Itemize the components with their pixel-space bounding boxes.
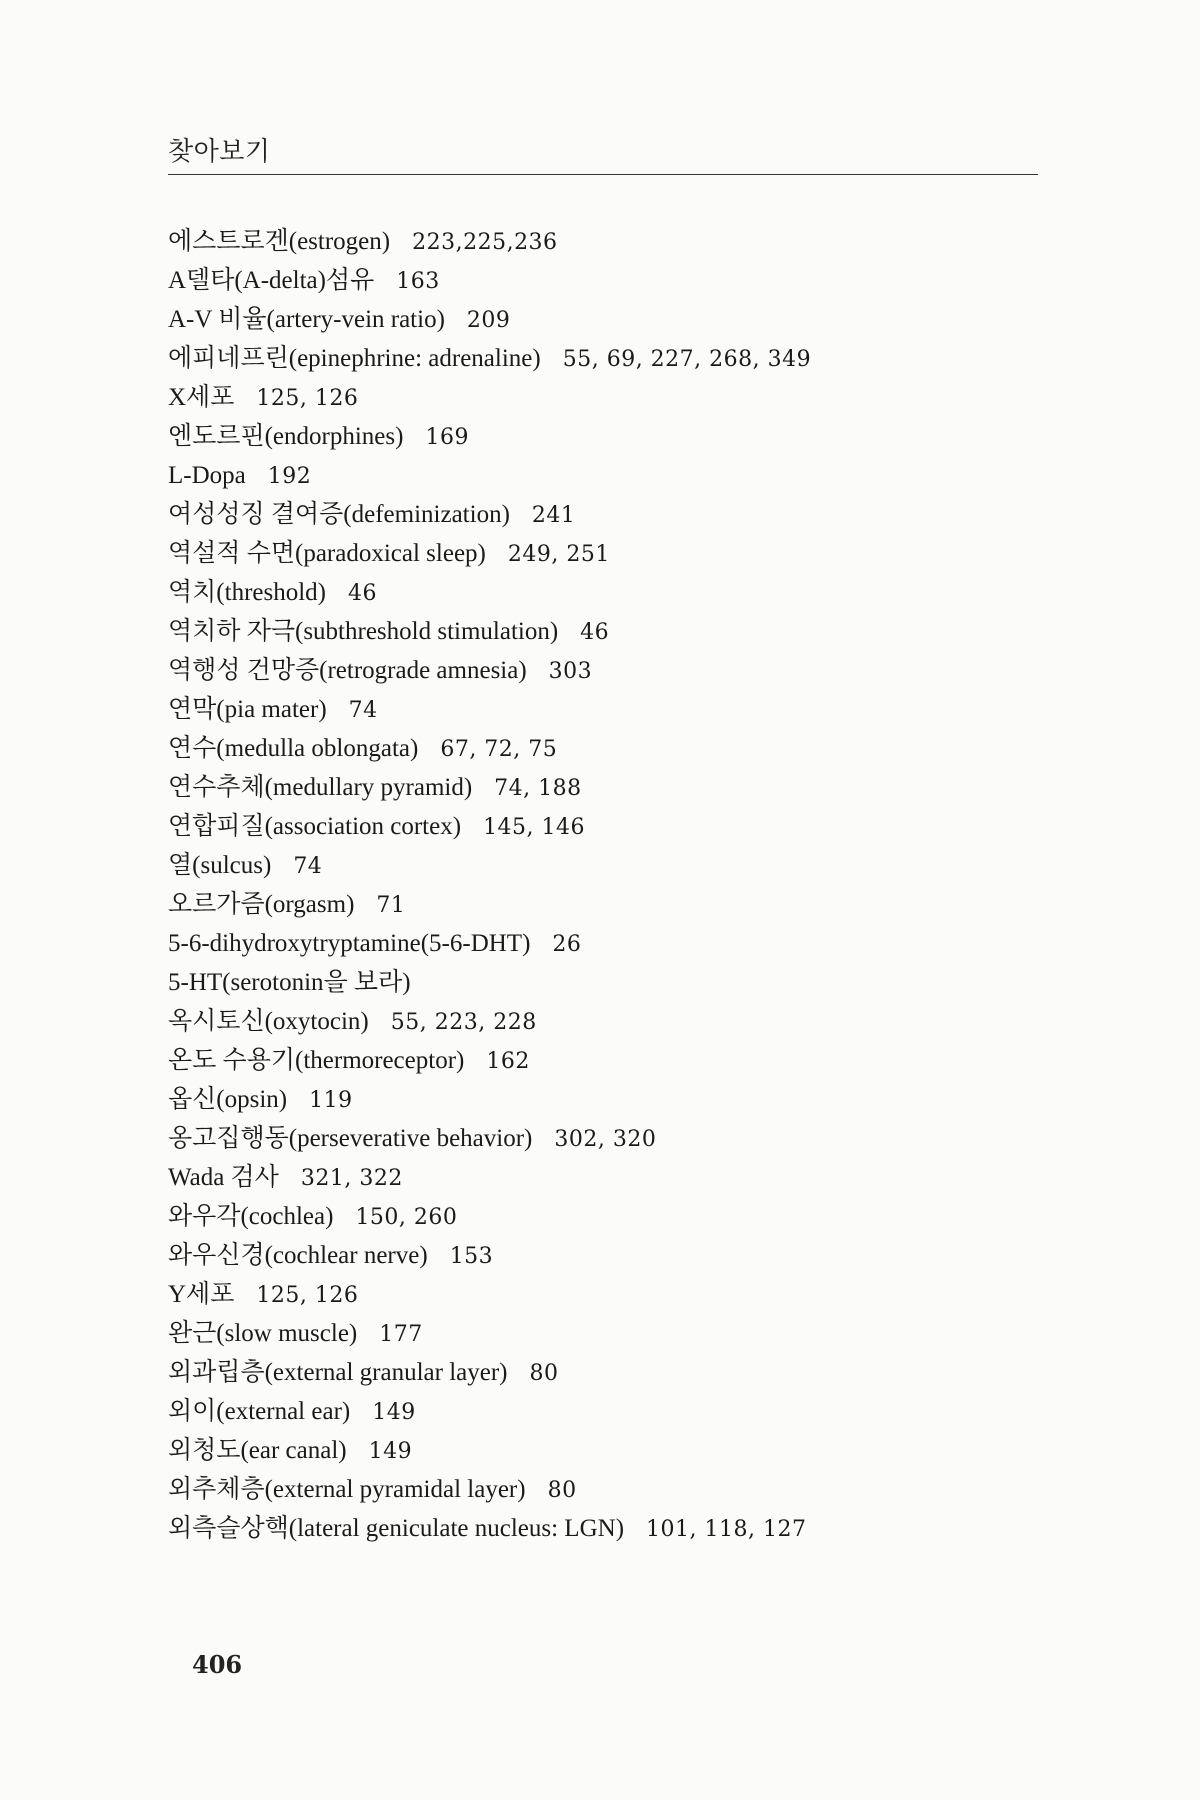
index-entry xyxy=(168,1041,1068,1080)
index-term: 외과립층(external granular layer) xyxy=(168,1359,508,1386)
index-entry xyxy=(168,807,1068,846)
index-pages: 125, 126 xyxy=(256,1283,359,1308)
index-pages: 153 xyxy=(449,1244,494,1269)
index-term: 엔도르핀(endorphines) xyxy=(168,423,404,450)
index-pages: 74 xyxy=(348,698,378,723)
index-entry xyxy=(168,729,1068,768)
index-pages: 26 xyxy=(552,932,582,957)
index-term: 역치하 자극(subthreshold stimulation) xyxy=(168,618,559,645)
index-pages: 321, 322 xyxy=(300,1166,403,1191)
index-term: 오르가즘(orgasm) xyxy=(168,891,355,918)
index-term: 여성성징 결여증(defeminization) xyxy=(168,501,510,528)
index-entry xyxy=(168,963,1068,1002)
index-pages: 150, 260 xyxy=(355,1205,458,1230)
index-pages: 241 xyxy=(531,503,576,528)
index-term: 와우각(cochlea) xyxy=(168,1203,334,1230)
index-entry xyxy=(168,651,1068,690)
index-entry xyxy=(168,261,1068,300)
index-list xyxy=(168,222,1068,1548)
header-divider xyxy=(168,174,1038,175)
index-pages: 119 xyxy=(309,1088,353,1113)
index-term: 5-HT(serotonin을 보라) xyxy=(168,969,411,996)
index-term: 옵신(opsin) xyxy=(168,1086,288,1113)
index-pages: 209 xyxy=(466,308,511,333)
index-term: 외추체층(external pyramidal layer) xyxy=(168,1476,526,1503)
index-entry xyxy=(168,1197,1068,1236)
index-pages: 74 xyxy=(293,854,323,879)
index-term: 에피네프린(epinephrine: adrenaline) xyxy=(168,345,541,372)
index-pages: 192 xyxy=(267,464,312,489)
index-term: 완근(slow muscle) xyxy=(168,1320,358,1347)
index-term: 역행성 건망증(retrograde amnesia) xyxy=(168,657,527,684)
index-term: L-Dopa xyxy=(168,462,246,489)
index-pages: 80 xyxy=(547,1478,577,1503)
index-entry xyxy=(168,612,1068,651)
index-entry xyxy=(168,690,1068,729)
index-entry xyxy=(168,1158,1068,1197)
index-term: 외청도(ear canal) xyxy=(168,1437,347,1464)
index-pages: 249, 251 xyxy=(507,542,610,567)
index-entry xyxy=(168,885,1068,924)
index-pages: 101, 118, 127 xyxy=(646,1517,807,1542)
index-term: Wada 검사 xyxy=(168,1164,279,1191)
index-pages: 46 xyxy=(580,620,610,645)
index-pages: 302, 320 xyxy=(554,1127,657,1152)
index-term: A-V 비율(artery-vein ratio) xyxy=(168,306,445,333)
index-term: 연합피질(association cortex) xyxy=(168,813,462,840)
index-pages: 80 xyxy=(529,1361,559,1386)
index-entry xyxy=(168,1392,1068,1431)
index-pages: 223,225,236 xyxy=(412,230,558,255)
index-pages: 71 xyxy=(376,893,406,918)
index-term: 연수(medulla oblongata) xyxy=(168,735,419,762)
index-entry xyxy=(168,1314,1068,1353)
index-entry xyxy=(168,300,1068,339)
index-entry xyxy=(168,1002,1068,1041)
page-number: 406 xyxy=(192,1650,243,1679)
index-term: A델타(A-delta)섬유 xyxy=(168,267,375,294)
index-term: 에스트로겐(estrogen) xyxy=(168,228,391,255)
index-entry xyxy=(168,534,1068,573)
index-pages: 163 xyxy=(396,269,440,294)
index-entry xyxy=(168,456,1068,495)
index-pages: 55, 69, 227, 268, 349 xyxy=(562,347,812,372)
index-pages: 125, 126 xyxy=(256,386,359,411)
index-term: 5-6-dihydroxytryptamine(5-6-DHT) xyxy=(168,930,531,957)
index-pages: 162 xyxy=(486,1049,530,1074)
index-entry xyxy=(168,378,1068,417)
index-entry xyxy=(168,924,1068,963)
index-pages: 169 xyxy=(425,425,469,450)
index-term: 옥시토신(oxytocin) xyxy=(168,1008,369,1035)
index-term: 외측슬상핵(lateral geniculate nucleus: LGN) xyxy=(168,1515,625,1542)
index-pages: 145, 146 xyxy=(483,815,586,840)
index-entry xyxy=(168,1431,1068,1470)
index-entry xyxy=(168,417,1068,456)
index-pages: 149 xyxy=(372,1400,416,1425)
index-entry xyxy=(168,846,1068,885)
index-entry xyxy=(168,768,1068,807)
index-term: 온도 수용기(thermoreceptor) xyxy=(168,1047,465,1074)
index-pages: 149 xyxy=(368,1439,413,1464)
index-entry xyxy=(168,1080,1068,1119)
index-term: 와우신경(cochlear nerve) xyxy=(168,1242,428,1269)
index-entry xyxy=(168,222,1068,261)
index-term: 옹고집행동(perseverative behavior) xyxy=(168,1125,533,1152)
index-term: X세포 xyxy=(168,384,235,411)
index-term: 열(sulcus) xyxy=(168,852,272,879)
index-entry xyxy=(168,1353,1068,1392)
index-pages: 67, 72, 75 xyxy=(440,737,558,762)
index-term: 외이(external ear) xyxy=(168,1398,351,1425)
index-pages: 55, 223, 228 xyxy=(390,1010,537,1035)
index-term: 연막(pia mater) xyxy=(168,696,327,723)
index-term: 역설적 수면(paradoxical sleep) xyxy=(168,540,486,567)
index-entry xyxy=(168,1470,1068,1509)
index-term: 역치(threshold) xyxy=(168,579,326,606)
index-entry xyxy=(168,1509,1068,1548)
index-entry xyxy=(168,339,1068,378)
index-pages: 74, 188 xyxy=(494,776,582,801)
index-term: Y세포 xyxy=(168,1281,235,1308)
index-entry xyxy=(168,495,1068,534)
index-entry xyxy=(168,573,1068,612)
page-title: 찾아보기 xyxy=(168,137,271,167)
index-pages: 177 xyxy=(379,1322,423,1347)
index-term: 연수추체(medullary pyramid) xyxy=(168,774,473,801)
index-entry xyxy=(168,1119,1068,1158)
index-pages: 303 xyxy=(548,659,593,684)
index-pages: 46 xyxy=(348,581,377,606)
running-header xyxy=(168,132,1038,172)
index-entry xyxy=(168,1275,1068,1314)
index-entry xyxy=(168,1236,1068,1275)
